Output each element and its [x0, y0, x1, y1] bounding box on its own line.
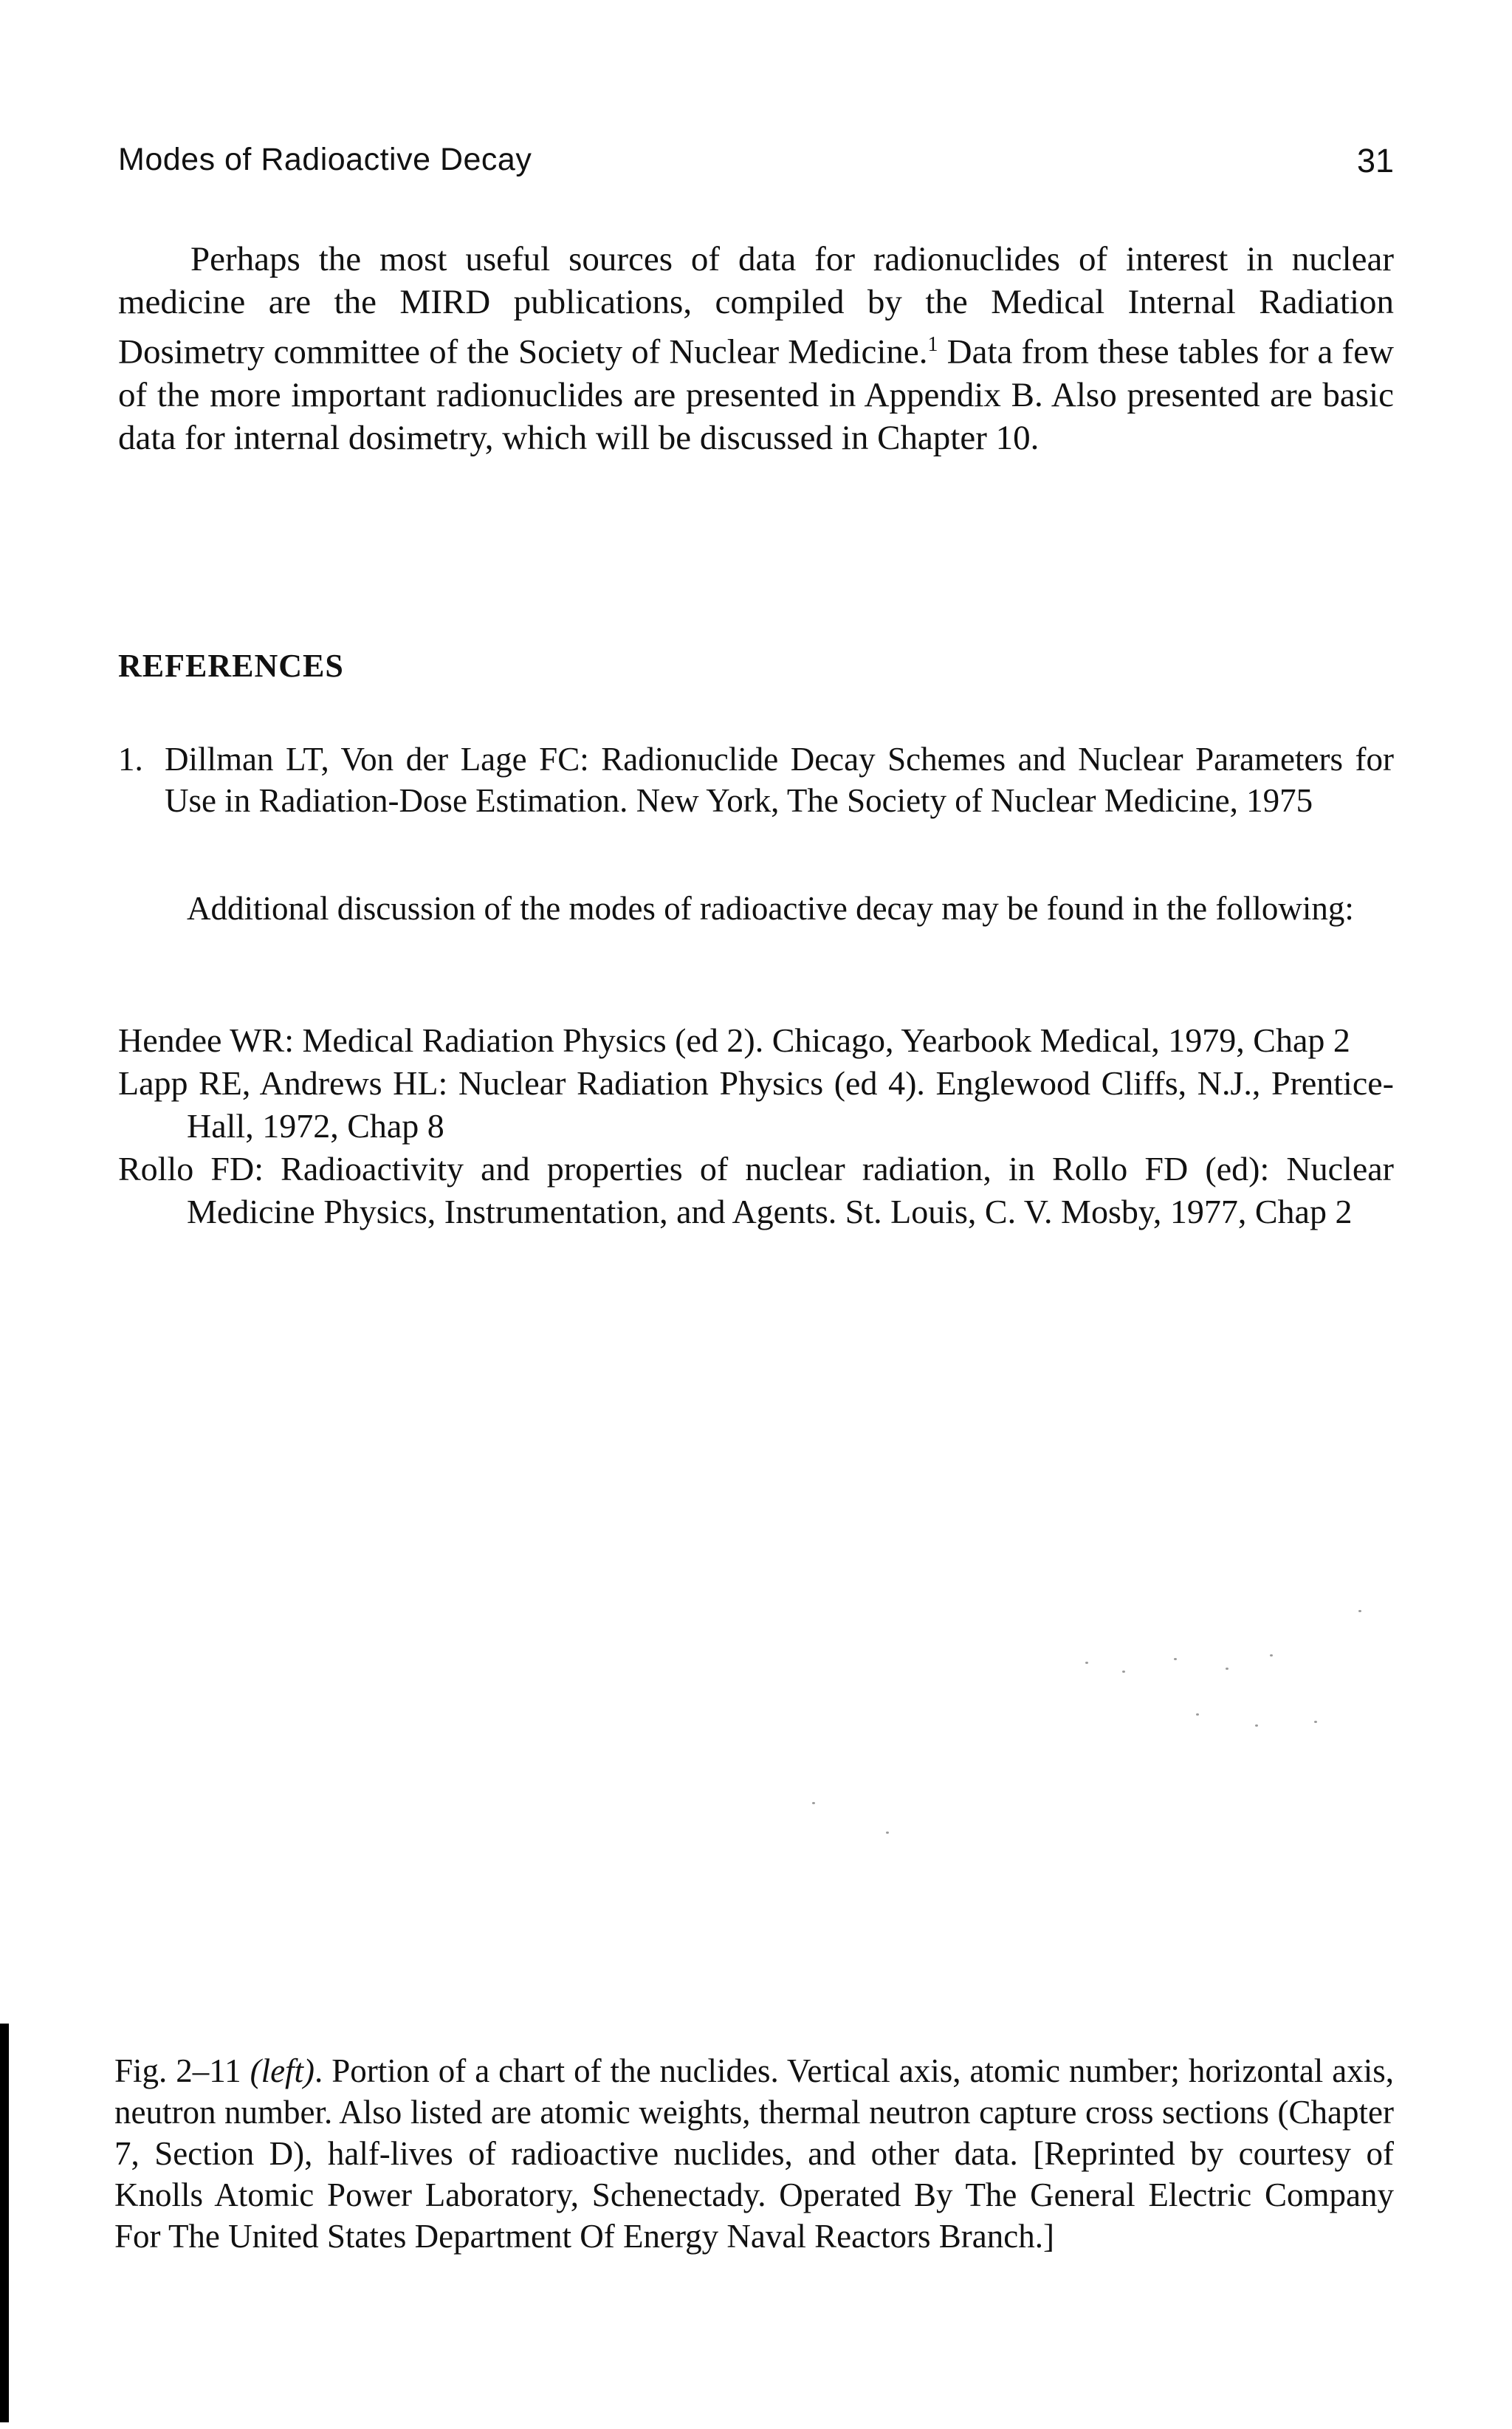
scan-speckle	[1122, 1671, 1125, 1673]
scan-speckle	[1314, 1721, 1317, 1723]
references-heading: REFERENCES	[118, 648, 344, 684]
bibliography-entry: Hendee WR: Medical Radiation Physics (ed 2). Chicago, Yearbook Medical, 1979, Chap 2	[118, 1021, 1350, 1059]
intro-paragraph-continued: Data from these tables for a few of the more important radionuclides are presented in Appendix B. Also presented are basic data for internal dosimetry, which will be discussed in Chapter 10.	[118, 332, 1394, 457]
page-number: 31	[1356, 142, 1394, 179]
scan-speckle	[886, 1832, 889, 1834]
page-header	[118, 142, 1394, 186]
scan-speckle	[1174, 1658, 1177, 1660]
bibliography-entry: Rollo FD: Radioactivity and properties of nuclear radiation, in Rollo FD (ed): Nuclear Medicine Physics, Instrumentation, and Agents. St. Louis, C. V. Mosby, 1977, Chap 2	[118, 1150, 1394, 1230]
scan-speckle	[1358, 1610, 1361, 1612]
scan-speckle	[1196, 1713, 1199, 1716]
running-head: Modes of Radioactive Decay	[118, 142, 532, 177]
intro-paragraph-text: Perhaps the most useful sources of data for radionuclides of interest in nuclear medicine are the MIRD publications, compiled by the Medical Internal Radiation Dosimetry committee of the Society of Nuclear Medicine.	[118, 240, 1394, 371]
additional-reading-list	[118, 1019, 1394, 1233]
figure-caption-text: . Portion of a chart of the nuclides. Vertical axis, atomic number; horizontal axis, neutron number. Also listed are atomic weights, thermal neutron capture cross sections (Chapter 7, Section D), half-lives of radioactive nuclides, and other data. [Reprinted by courtesy of Knolls Atomic Power Laboratory, Schenectady. Operated By The General Electric Company For The United States Department Of Energy Naval Reactors Branch.]	[114, 2052, 1395, 2255]
reference-number: 1.	[118, 741, 143, 778]
bibliography-entry: Lapp RE, Andrews HL: Nuclear Radiation Physics (ed 4). Englewood Cliffs, N.J., Prentice-Hall, 1972, Chap 8	[118, 1064, 1394, 1145]
scan-speckle	[1270, 1654, 1273, 1657]
scan-speckle	[1085, 1662, 1088, 1664]
scan-edge-mark	[0, 2024, 9, 2422]
scan-speckle	[1226, 1668, 1228, 1670]
footnote-marker: 1	[927, 333, 938, 356]
figure-caption	[114, 2050, 1394, 2257]
figure-side: (left)	[250, 2052, 315, 2089]
reference-text: Dillman LT, Von der Lage FC: Radionuclide Decay Schemes and Nuclear Parameters for Use in Radiation-Dose Estimation. New York, The Society of Nuclear Medicine, 1975	[165, 741, 1394, 819]
figure-label: Fig. 2–11	[114, 2052, 250, 2089]
intro-paragraph	[118, 238, 1394, 459]
reference-item	[118, 739, 1394, 821]
scan-speckle	[812, 1802, 815, 1804]
additional-note: Additional discussion of the modes of radioactive decay may be found in the following:	[187, 890, 1354, 927]
scan-speckle	[1255, 1724, 1258, 1727]
